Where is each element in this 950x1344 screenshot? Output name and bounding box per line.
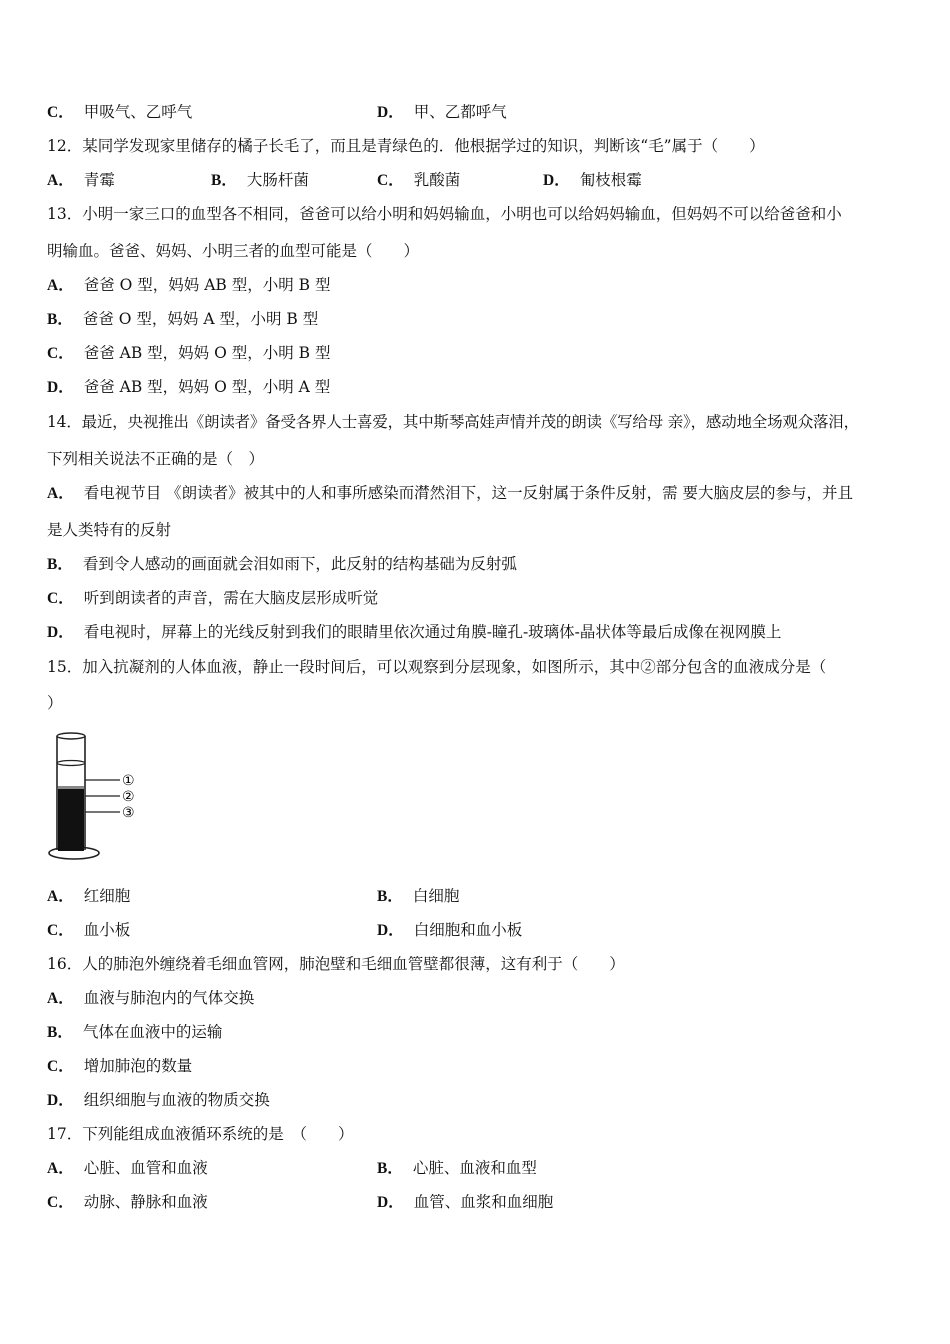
q14-option-a: A． 看电视节目 《朗读者》被其中的人和事所感染而潸然泪下，这一反射属于条件反射，需 要大脑皮层的参与，并且 xyxy=(47,484,854,502)
q15-option-b: B． 白细胞 xyxy=(377,887,460,905)
q13-stem-line1: 13．小明一家三口的血型各不相同，爸爸可以给小明和妈妈输血，小明也可以给妈妈输血，但妈妈不可以给爸爸和小 xyxy=(47,205,842,223)
marker-3: ③ xyxy=(122,805,135,821)
q14-option-a-cont: 是人类特有的反射 xyxy=(47,521,172,539)
q17-option-c: C． 动脉、静脉和血液 xyxy=(47,1193,208,1211)
q15-stem-line1: 15．加入抗凝剂的人体血液，静止一段时间后，可以观察到分层现象，如图所示，其中②部分包含的血液成分是（ xyxy=(47,658,827,676)
tube-mouth xyxy=(57,733,85,739)
q13-option-a: A． 爸爸 O 型，妈妈 AB 型，小明 B 型 xyxy=(47,276,331,294)
q14-stem-line2: 下列相关说法不正确的是（ ） xyxy=(47,450,265,468)
q16-stem: 16．人的肺泡外缠绕着毛细血管网，肺泡壁和毛细血管壁都很薄，这有利于（ ） xyxy=(47,955,625,973)
q17-stem: 17．下列能组成血液循环系统的是 （ ） xyxy=(47,1125,354,1143)
q12-option-c: C． 乳酸菌 xyxy=(377,171,461,189)
marker-1: ① xyxy=(122,773,135,789)
q13-stem-line2: 明输血。爸爸、妈妈、小明三者的血型可能是（ ） xyxy=(47,242,420,260)
q14-option-c: C． 听到朗读者的声音，需在大脑皮层形成听觉 xyxy=(47,589,379,607)
marker-2: ② xyxy=(122,789,135,805)
q17-option-a: A． 心脏、血管和血液 xyxy=(47,1159,208,1177)
q16-option-c: C． 增加肺泡的数量 xyxy=(47,1057,193,1075)
q15-option-c: C． 血小板 xyxy=(47,921,131,939)
q13-option-c: C． 爸爸 AB 型，妈妈 O 型，小明 B 型 xyxy=(47,344,331,362)
plasma-surface xyxy=(57,761,85,766)
q12-option-d: D． 匍枝根霉 xyxy=(543,171,642,189)
q12-stem: 12．某同学发现家里储存的橘子长毛了，而且是青绿色的．他根据学过的知识，判断该“毛”属于（ ） xyxy=(47,137,765,155)
blood-test-tube-figure xyxy=(48,728,158,864)
q12-option-a: A． 青霉 xyxy=(47,171,115,189)
q13-option-b: B． 爸爸 O 型，妈妈 A 型，小明 B 型 xyxy=(47,310,319,328)
q15-stem-line2: ） xyxy=(47,694,63,712)
q15-option-d: D． 白细胞和血小板 xyxy=(377,921,523,939)
q12-option-b: B． 大肠杆菌 xyxy=(211,171,309,189)
q11-option-d: D． 甲、乙都呼气 xyxy=(377,103,507,121)
q14-option-d: D． 看电视时，屏幕上的光线反射到我们的眼睛里依次通过角膜-瞳孔-玻璃体-晶状体等最后成像在视网膜上 xyxy=(47,623,782,641)
q14-stem-line1: 14．最近，央视推出《朗读者》备受各界人士喜爱，其中斯琴高娃声情并茂的朗读《写给母 亲》，感动地全场观众落泪， xyxy=(47,413,859,431)
q13-option-d: D． 爸爸 AB 型，妈妈 O 型，小明 A 型 xyxy=(47,378,331,396)
q17-option-b: B． 心脏、血液和血型 xyxy=(377,1159,537,1177)
layer-2-buffy-coat xyxy=(58,786,84,789)
q16-option-a: A． 血液与肺泡内的气体交换 xyxy=(47,989,255,1007)
q11-option-c: C． 甲吸气、乙呼气 xyxy=(47,103,193,121)
q16-option-b: B． 气体在血液中的运输 xyxy=(47,1023,223,1041)
layer-3-red-cells xyxy=(58,789,84,851)
q16-option-d: D． 组织细胞与血液的物质交换 xyxy=(47,1091,270,1109)
q15-option-a: A． 红细胞 xyxy=(47,887,131,905)
q14-option-b: B． 看到令人感动的画面就会泪如雨下，此反射的结构基础为反射弧 xyxy=(47,555,517,573)
q17-option-d: D． 血管、血浆和血细胞 xyxy=(377,1193,554,1211)
